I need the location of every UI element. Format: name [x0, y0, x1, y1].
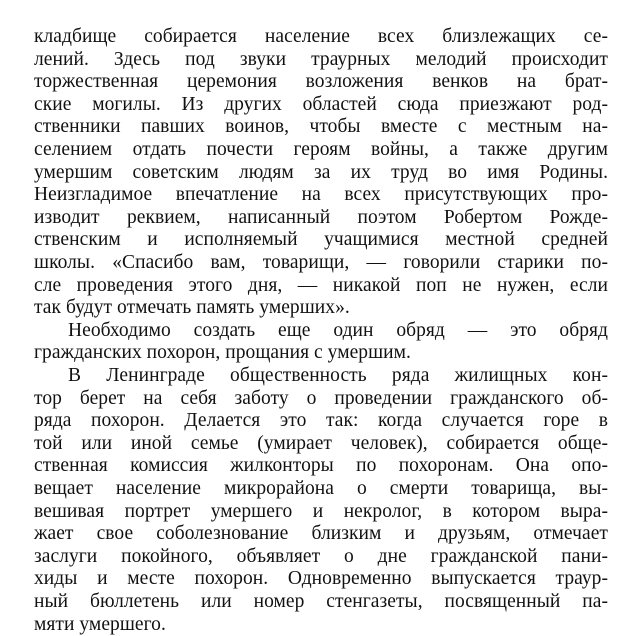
text-line: ственским и исполняемый учащимися местной средней [34, 229, 608, 251]
text-line: ряда похорон. Делается это так: когда случается горе в [34, 410, 608, 432]
text-line: изводит реквием, написанный поэтом Робертом Рожде- [34, 206, 608, 228]
text-line: тор берет на себя заботу о проведении гражданского об- [34, 387, 608, 409]
text-line: сле проведения этого дня, — никакой поп не нужен, если [34, 274, 608, 296]
text-line: ственники павших воинов, чтобы вместе с местным на- [34, 116, 608, 138]
text-line: ские могилы. Из других областей сюда приезжают род- [34, 93, 608, 115]
text-line: селением отдать почести героям войны, а также другим [34, 139, 608, 160]
text-line: той или иной семье (умирает человек), собирается обще- [34, 432, 608, 454]
text-line: ственная комиссия жилконторы по похоронам. Она опо- [34, 455, 608, 477]
text-line: вещает население микрорайона о смерти товарища, вы- [34, 478, 608, 499]
text-line: хиды и месте похорон. Одновременно выпускается траур- [34, 568, 608, 590]
text-line: умершим советским людям за их труд во имя Родины. [34, 161, 608, 183]
text-line: школы. «Спасибо вам, товарищи, — говорили старики по- [34, 252, 608, 273]
paragraph-first-line: В Ленинграде общественность ряда жилищных кон- [68, 365, 608, 386]
text-line: лений. Здесь под звуки траурных мелодий происходит [34, 48, 608, 70]
paragraph-first-line: Необходимо создать еще один обряд — это обряд [68, 319, 608, 341]
text-line: жает свое соболезнование близким и друзьям, отмечает [34, 523, 608, 545]
text-line: заслуги покойного, объявляет о дне гражданской пани- [34, 545, 608, 567]
text-line: Неизгладимое впечатление на всех присутствующих про- [34, 184, 608, 206]
text-line: вешивая портрет умершего и некролог, в котором выра- [34, 500, 608, 522]
paragraph-end-line: так будут отмечать память умерших». [34, 297, 350, 319]
text-line: торжественная церемония возложения венков на брат- [34, 71, 608, 93]
paragraph-end-line: мяти умершего. [34, 613, 166, 635]
paragraph-end-line: гражданских похорон, прощания с умершим. [34, 342, 411, 364]
text-line: ный бюллетень или номер стенгазеты, посвященный па- [34, 591, 608, 612]
text-line: кладбище собирается население всех близлежащих се- [34, 26, 608, 47]
